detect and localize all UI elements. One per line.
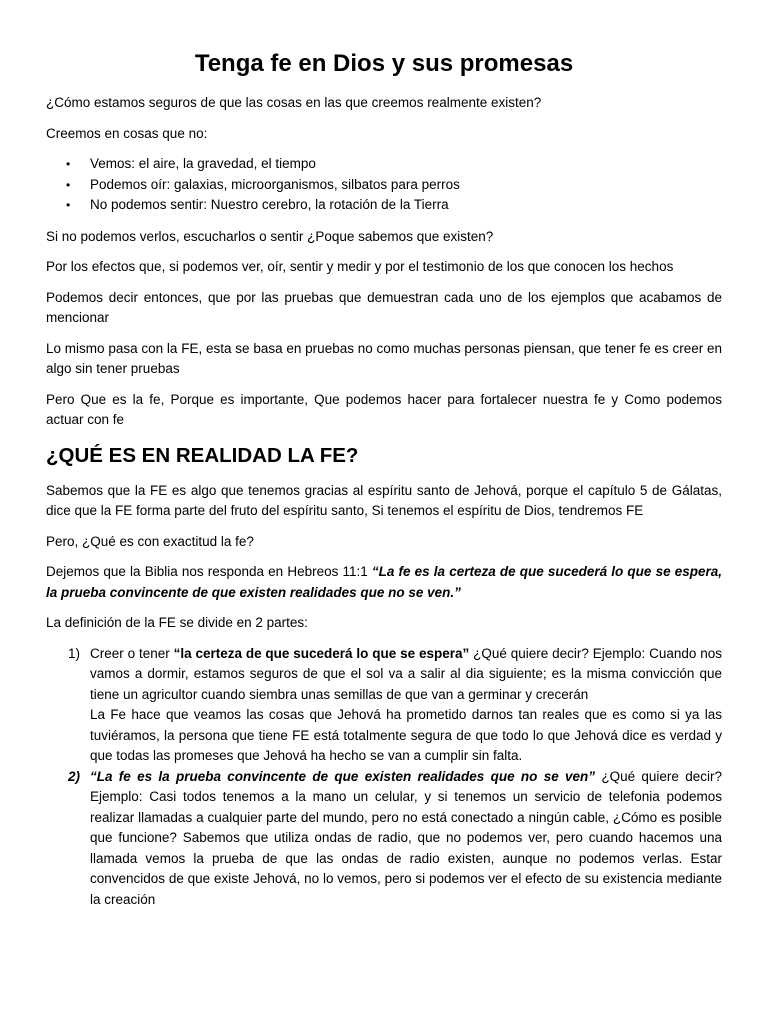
list-item: [66, 195, 722, 216]
paragraph-question: ¿Cómo estamos seguros de que las cosas en las que creemos realmente existen?: [46, 95, 542, 110]
bullet-icon: •: [66, 157, 71, 171]
list-number: 1): [68, 645, 81, 661]
item-text: ¿Qué quiere decir? Ejemplo: Cuando nos vamos a dormir, estamos seguros de que el sol va a salir al dia siguiente; es la misma convicción que tiene un agricultor cuando siembra unas semillas de que van a germinar y crecerán: [90, 645, 722, 702]
paragraph: Podemos decir entonces, que por las pruebas que demuestran cada uno de los ejemplos que acabamos de mencionar: [46, 289, 722, 325]
list-item: [66, 154, 722, 175]
list-item: [66, 175, 722, 196]
paragraph: La definición de la FE se divide en 2 partes:: [46, 615, 308, 630]
paragraph: Pero, ¿Qué es con exactitud la fe?: [46, 533, 254, 549]
item-text: ¿Qué quiere decir? Ejemplo: Casi todos tenemos a la mano un celular, y si tenemos un servicio de telefonia podemos realizar llamadas a cualquier parte del mundo, pero no está conectado a ningún cable, ¿Cómo es posible que funcione? Sabemos que utiliza ondas de radio, que no podemos ver, pero cuando hacemos una llamada vemos la prueba de que las ondas de radio existen, aunque no podemos verlas. Estar convencidos de que existe Jehová, no lo vemos, pero si podemos ver el efecto de su existencia mediante la creación: [90, 768, 723, 907]
bullet-text: Podemos oír: galaxias, microorganismos, silbatos para perros: [90, 176, 460, 192]
numbered-list: [46, 644, 722, 911]
paragraph: Sabemos que la FE es algo que tenemos gracias al espíritu santo de Jehová, porque el capítulo 5 de Gálatas, dice que la FE forma parte del fruto del espíritu santo, Si tenemos el espíritu de Dios, tendremos FE: [46, 482, 722, 518]
item-lead: Creer o tener: [90, 645, 174, 661]
paragraph: Si no podemos verlos, escucharlos o sentir ¿Poque sabemos que existen?: [46, 228, 494, 244]
paragraph-hebrews: [46, 562, 722, 603]
paragraph-intro-list: Creemos en cosas que no:: [46, 125, 208, 141]
bullet-text: Vemos: el aire, la gravedad, el tiempo: [90, 156, 316, 171]
list-number: 2): [68, 768, 81, 784]
page-title: Tenga fe en Dios y sus promesas: [194, 50, 574, 77]
paragraph: Por los efectos que, si podemos ver, oír, sentir y medir y por el testimonio de los que conocen los hechos: [46, 259, 674, 274]
list-item: [46, 644, 722, 767]
scripture-quote: “La fe es la certeza de que sucederá lo que se espera, la prueba convincente de que existen realidades que no se ven.”: [46, 564, 722, 600]
list-item: [46, 767, 722, 911]
paragraph: Pero Que es la fe, Porque es importante, Que podemos hacer para fortalecer nuestra fe y Como podemos actuar con fe: [46, 391, 722, 427]
bullet-icon: •: [66, 177, 71, 192]
bullet-list: [46, 154, 722, 216]
item-extra-text: La Fe hace que veamos las cosas que Jehová ha prometido darnos tan reales que es como si ya las tuviéramos, la persona que tiene FE está totalmente segura de que todo lo que Jehová dice es verdad y que todas las promeses que Jehová ha hecho se van a cumplir sin falta.: [90, 707, 722, 763]
bullet-icon: •: [66, 198, 71, 212]
bullet-text: No podemos sentir: Nuestro cerebro, la rotación de la Tierra: [90, 197, 449, 212]
item-quote: “la certeza de que sucederá lo que se espera”: [173, 645, 470, 661]
item-quote: “La fe es la prueba convincente de que existen realidades que no se ven”: [90, 768, 596, 784]
section-heading: ¿QUÉ ES EN REALIDAD LA FE?: [46, 443, 359, 467]
paragraph: Lo mismo pasa con la FE, esta se basa en pruebas no como muchas personas piensan, que tener fe es creer en algo sin tener pruebas: [46, 340, 722, 376]
paragraph-lead: Dejemos que la Biblia nos responda en Hebreos 11:1: [46, 564, 372, 579]
